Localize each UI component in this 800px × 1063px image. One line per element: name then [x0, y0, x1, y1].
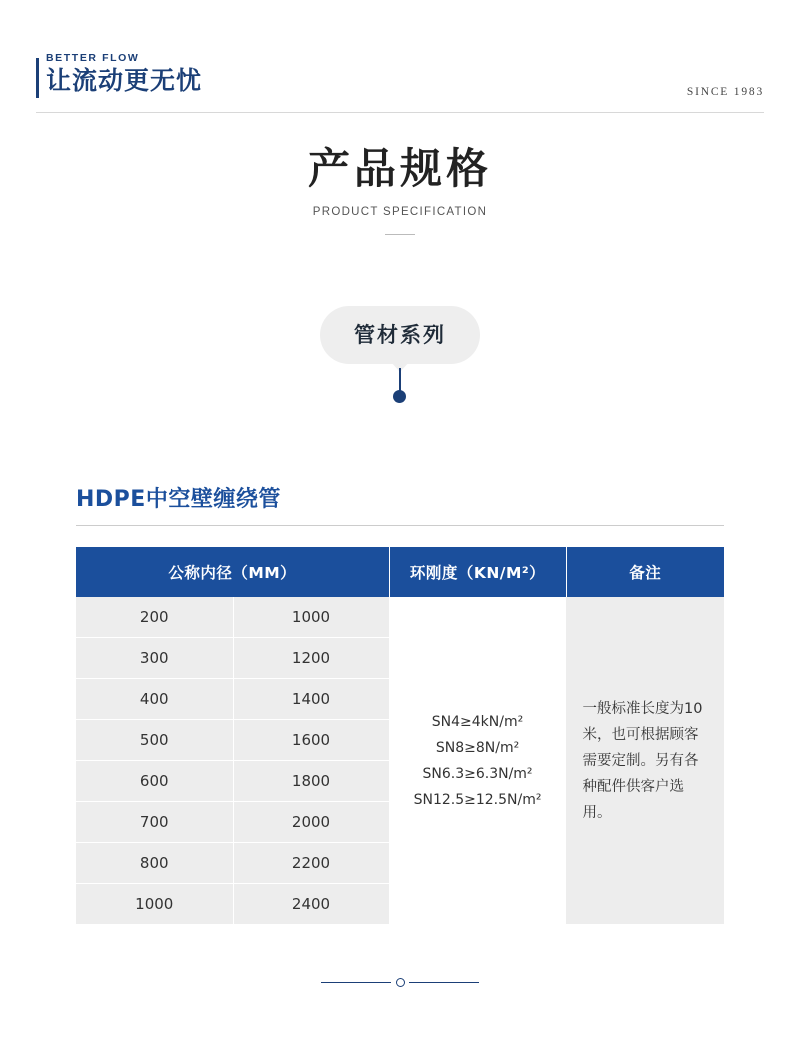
- page-title-block: [0, 143, 800, 235]
- footer-line-left: [321, 982, 391, 983]
- title-dash-ornament: [385, 234, 415, 235]
- header-divider: [36, 112, 764, 113]
- stiffness-line: SN4≥4kN/m²: [431, 713, 524, 730]
- stiffness-line: SN8≥8N/m²: [435, 739, 520, 756]
- column-header-remark: 备注: [566, 547, 724, 597]
- brand-logo: [36, 52, 202, 96]
- stiffness-line: SN12.5≥12.5N/m²: [413, 791, 542, 808]
- cell-diameter-right: 1000: [233, 597, 389, 638]
- cell-diameter-left: 1000: [76, 884, 233, 925]
- table-header-row: [76, 547, 724, 597]
- table-row: [76, 597, 724, 638]
- cell-diameter-right: 2200: [233, 843, 389, 884]
- footer-circle-icon: [396, 978, 405, 987]
- cell-diameter-left: 500: [76, 720, 233, 761]
- series-badge-wrap: [0, 306, 800, 364]
- cell-remark: 一般标准长度为10米，也可根据顾客需要定制。另有各种配件供客户选用。: [566, 597, 724, 924]
- cell-diameter-right: 2000: [233, 802, 389, 843]
- column-header-ring-stiffness: 环刚度（KN/M²）: [389, 547, 566, 597]
- footer-ornament: [0, 977, 800, 987]
- cell-diameter-left: 600: [76, 761, 233, 802]
- connector-line: [399, 368, 401, 392]
- connector-dot-icon: [393, 390, 406, 403]
- page-subtitle: PRODUCT SPECIFICATION: [312, 206, 488, 218]
- since-label: SINCE 1983: [686, 86, 764, 98]
- stiffness-line: SN6.3≥6.3N/m²: [422, 765, 533, 782]
- section-title: HDPE中空壁缠绕管: [76, 487, 281, 512]
- cell-diameter-left: 200: [76, 597, 233, 638]
- cell-diameter-right: 2400: [233, 884, 389, 925]
- specification-table: [76, 547, 724, 924]
- logo-tagline-cn: 让流动更无忧: [46, 66, 203, 95]
- footer-line-right: [409, 982, 479, 983]
- logo-tagline-en: BETTER FLOW: [46, 52, 140, 64]
- column-header-nominal-diameter: 公称内径（MM）: [76, 547, 389, 597]
- cell-diameter-left: 400: [76, 679, 233, 720]
- section-divider: [76, 525, 724, 526]
- page-header: [36, 52, 764, 110]
- cell-diameter-right: 1800: [233, 761, 389, 802]
- cell-diameter-left: 700: [76, 802, 233, 843]
- page-title: 产品规格: [307, 144, 492, 193]
- cell-ring-stiffness: [389, 597, 566, 924]
- cell-diameter-left: 800: [76, 843, 233, 884]
- series-badge: 管材系列: [320, 306, 480, 364]
- cell-diameter-right: 1200: [233, 638, 389, 679]
- cell-diameter-left: 300: [76, 638, 233, 679]
- cell-diameter-right: 1600: [233, 720, 389, 761]
- section-heading-block: [76, 482, 724, 526]
- logo-accent-bar: [36, 58, 39, 98]
- cell-diameter-right: 1400: [233, 679, 389, 720]
